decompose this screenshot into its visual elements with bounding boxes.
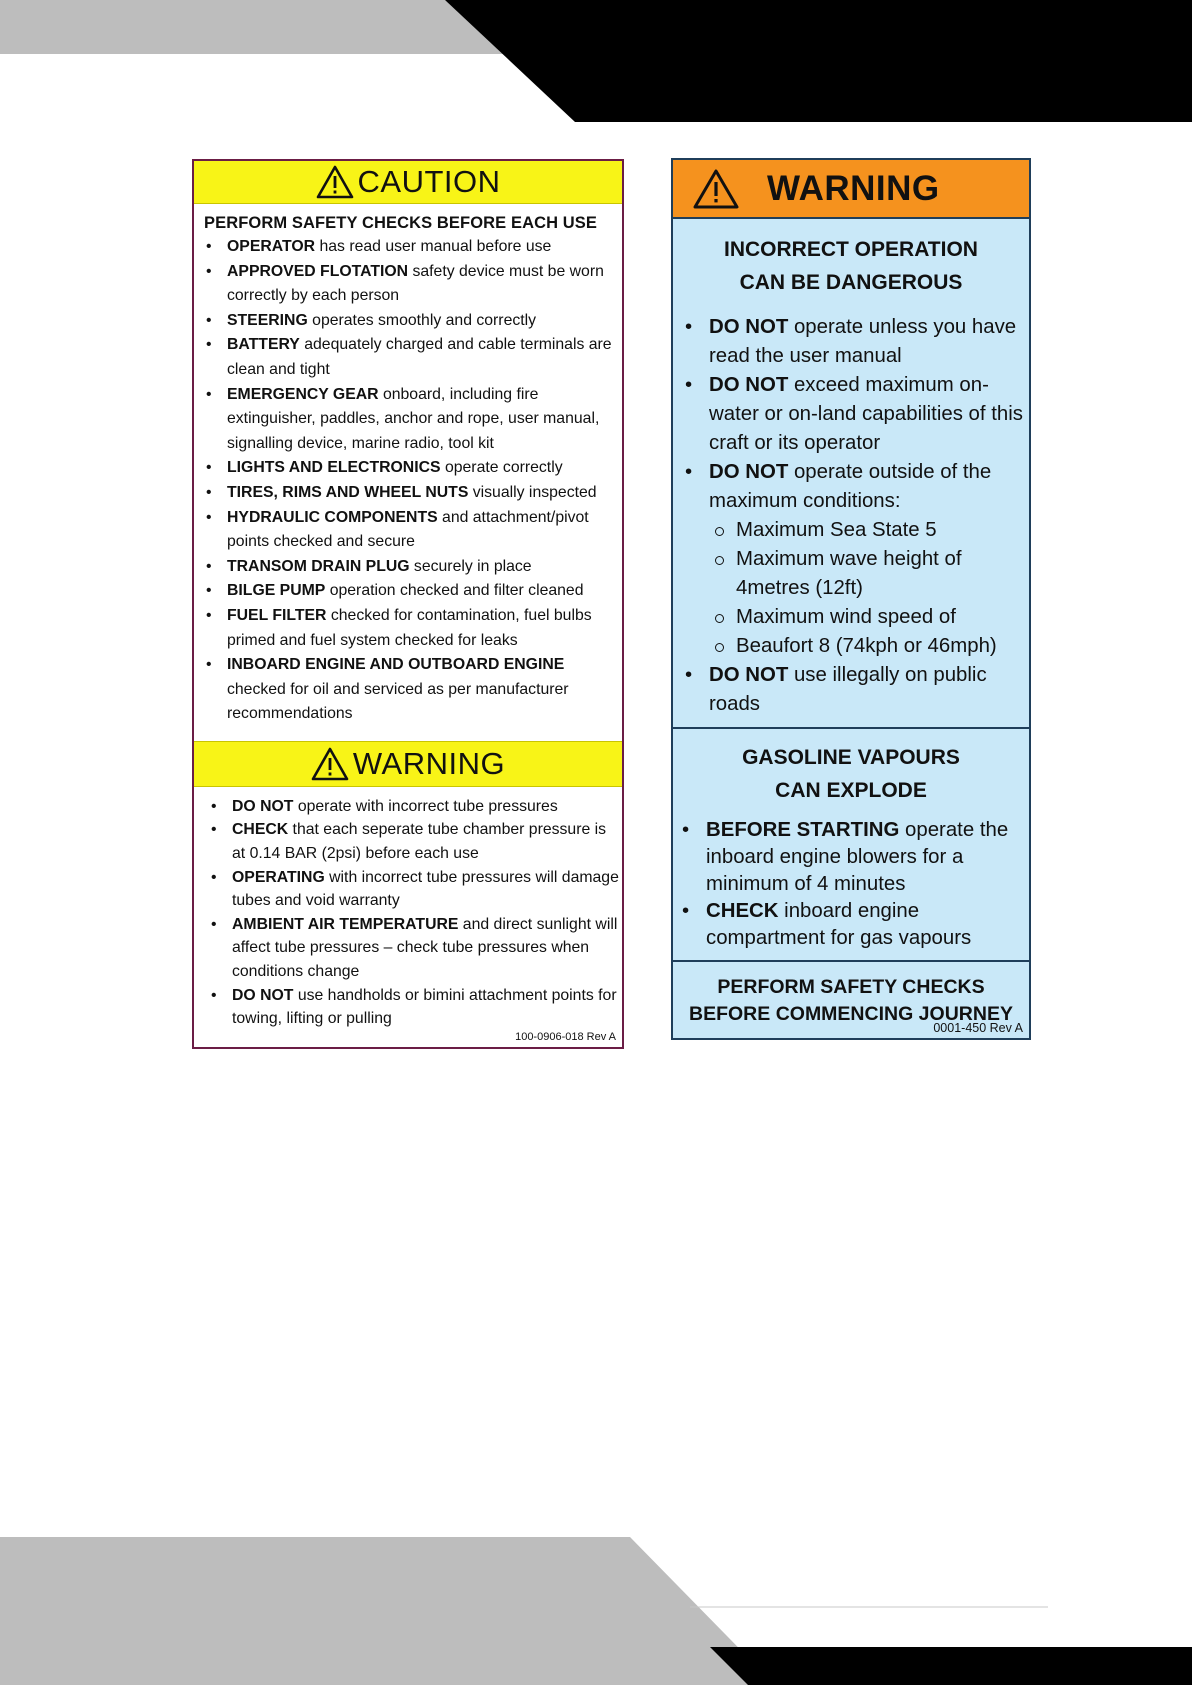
list-item: • TIRES, RIMS AND WHEEL NUTS visually inspected bbox=[206, 481, 622, 506]
list-item: • DO NOT operate unless you have read the user manual bbox=[685, 313, 1029, 371]
list-item: • TRANSOM DRAIN PLUG securely in place bbox=[206, 555, 622, 580]
list-item: • BATTERY adequately charged and cable terminals are clean and tight bbox=[206, 333, 622, 382]
list-item: • AMBIENT AIR TEMPERATURE and direct sunlight will affect tube pressures – check tube pressures when conditions change bbox=[211, 913, 622, 984]
warning-footer: PERFORM SAFETY CHECKS BEFORE COMMENCING JOURNEY bbox=[689, 976, 1013, 1025]
caution-header bbox=[194, 161, 622, 204]
list-item: • DO NOT use handholds or bimini attachment points for towing, lifting or pulling bbox=[211, 984, 622, 1031]
list-item: • CHECK inboard engine compartment for gas vapours bbox=[682, 898, 1029, 952]
condition-item: Maximum wave height of 4metres (12ft) bbox=[711, 545, 1029, 603]
gasoline-warning-list bbox=[673, 817, 1029, 952]
warning-heading-gasoline: GASOLINE VAPOURS CAN EXPLODE bbox=[742, 746, 960, 802]
header-black-band bbox=[445, 0, 1192, 122]
warning-title: WARNING bbox=[767, 168, 940, 208]
caution-subtitle: PERFORM SAFETY CHECKS BEFORE EACH USE bbox=[204, 214, 598, 232]
header-grey-band bbox=[0, 0, 510, 54]
list-item: • DO NOT use illegally on public roads bbox=[685, 661, 1029, 719]
gasoline-section bbox=[673, 727, 1029, 952]
max-conditions-list bbox=[709, 516, 1029, 661]
warning-triangle-icon bbox=[316, 165, 354, 199]
caution-label bbox=[192, 159, 624, 1049]
warning-triangle-icon bbox=[311, 747, 349, 781]
list-item: • STEERING operates smoothly and correctly bbox=[206, 309, 622, 334]
caution-title: CAUTION bbox=[357, 164, 501, 199]
list-item: • BILGE PUMP operation checked and filter cleaned bbox=[206, 579, 622, 604]
list-item: • INBOARD ENGINE AND OUTBOARD ENGINE checked for oil and serviced as per manufacturer recommendations bbox=[206, 653, 622, 727]
caution-checklist bbox=[194, 235, 622, 727]
condition-item: Maximum Sea State 5 bbox=[711, 516, 1029, 545]
footer-grey-band bbox=[0, 1537, 775, 1685]
warning-triangle-icon bbox=[693, 169, 739, 209]
warning-label bbox=[671, 158, 1031, 1040]
list-item: • DO NOT exceed maximum on-water or on-land capabilities of this craft or its operator bbox=[685, 371, 1029, 458]
condition-item: Beaufort 8 (74kph or 46mph) bbox=[711, 632, 1029, 661]
list-item: • DO NOT operate outside of the maximum conditions: Maximum Sea State 5 Maximum wave height of 4metres (12ft) Maximum wind speed of Beaufort 8 (74kph or 46mph) bbox=[685, 458, 1029, 661]
list-item: • CHECK that each seperate tube chamber pressure is at 0.14 BAR (2psi) before each use bbox=[211, 818, 622, 865]
footer-black-band bbox=[710, 1647, 1192, 1685]
tube-warning-list bbox=[194, 795, 622, 1031]
list-item: • APPROVED FLOTATION safety device must be worn correctly by each person bbox=[206, 260, 622, 309]
list-item: • OPERATING with incorrect tube pressures will damage tubes and void warranty bbox=[211, 866, 622, 913]
list-item: • DO NOT operate with incorrect tube pressures bbox=[211, 795, 622, 819]
list-item: • FUEL FILTER checked for contamination, fuel bulbs primed and fuel system checked for leaks bbox=[206, 604, 622, 653]
list-item: • LIGHTS AND ELECTRONICS operate correctly bbox=[206, 456, 622, 481]
operation-warning-list bbox=[673, 313, 1029, 719]
warning-heading-incorrect-operation: INCORRECT OPERATION CAN BE DANGEROUS bbox=[724, 238, 978, 294]
caution-warning-header bbox=[194, 741, 622, 787]
caution-part-number: 100-0906-018 Rev A bbox=[515, 1031, 616, 1043]
safety-checks-section bbox=[673, 960, 1029, 1028]
list-item: • EMERGENCY GEAR onboard, including fire extinguisher, paddles, anchor and rope, user manual, signalling device, marine radio, tool kit bbox=[206, 383, 622, 457]
list-item: • HYDRAULIC COMPONENTS and attachment/pivot points checked and secure bbox=[206, 506, 622, 555]
condition-item: Maximum wind speed of bbox=[711, 603, 1029, 632]
list-item: • OPERATOR has read user manual before use bbox=[206, 235, 622, 260]
warning-header bbox=[673, 160, 1029, 219]
warning-part-number: 0001-450 Rev A bbox=[933, 1021, 1023, 1035]
list-item: • BEFORE STARTING operate the inboard engine blowers for a minimum of 4 minutes bbox=[682, 817, 1029, 898]
caution-warning-title: WARNING bbox=[352, 745, 506, 781]
